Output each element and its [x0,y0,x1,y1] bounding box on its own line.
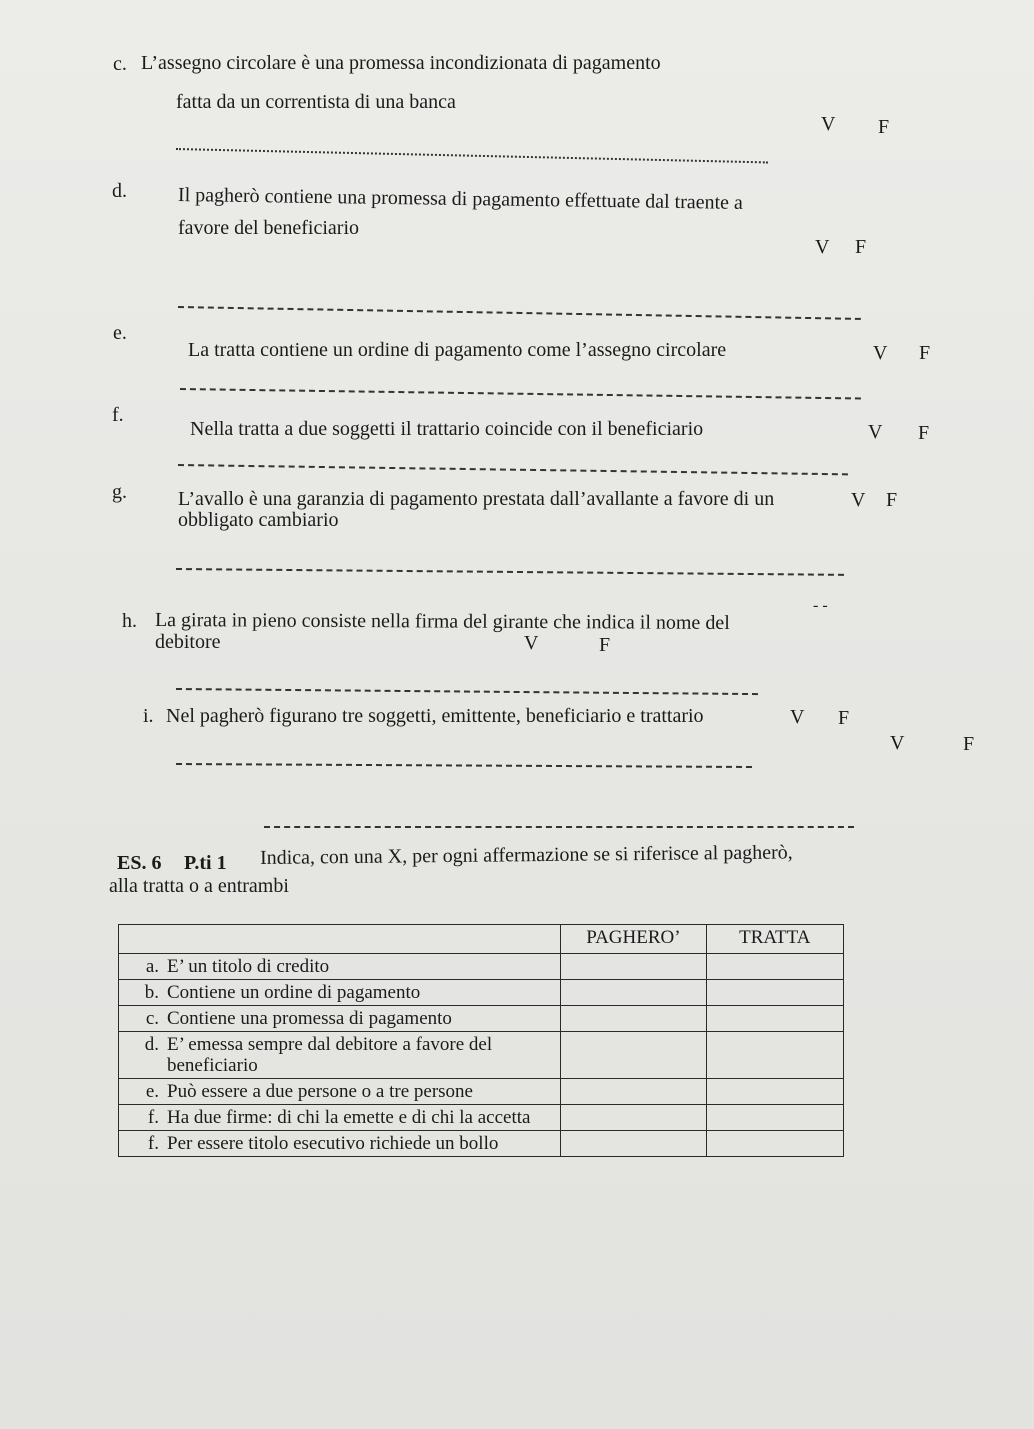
table-cell-tratta[interactable] [706,1131,843,1157]
table-cell-paghero[interactable] [561,980,706,1006]
table-header-row [119,925,844,954]
table-row-statement [119,1006,561,1032]
item-d-text-line1: Il pagherò contiene una promessa di pagamento effettuate dal traente a [177,184,744,214]
table-cell-tratta[interactable] [706,1079,843,1105]
item-g-false-option[interactable]: F [886,489,898,511]
exercise-number: ES. 6 [117,852,162,874]
table-row-letter: d. [144,1034,159,1055]
item-c-true-option[interactable]: V [821,113,836,135]
table-row [119,1006,844,1032]
table-header-tratta: TRATTA [706,925,843,954]
table-row-text: Contiene una promessa di pagamento [167,1008,452,1029]
table-cell-tratta[interactable] [706,954,843,980]
item-f-letter: f. [112,404,124,426]
item-i-text-line1: Nel pagherò figurano tre soggetti, emittente, beneficiario e trattario [166,705,704,727]
item-g-text-line2: obbligato cambiario [178,509,339,531]
table-row [119,1032,844,1079]
item-h-text-line1: La girata in pieno consiste nella firma del girante che indica il nome del [154,609,730,635]
item-d-answer-line[interactable] [178,306,861,320]
table-row-letter: b. [144,982,159,1003]
classification-table [118,924,844,1157]
table-header-empty [119,925,561,954]
item-c-answer-line[interactable] [176,148,768,163]
table-row [119,1131,844,1157]
item-f-text-line1: Nella tratta a due soggetti il trattario coincide con il beneficiario [190,418,704,440]
table-row-text: Ha due firme: di chi la emette e di chi la accetta [167,1107,531,1128]
table-cell-paghero[interactable] [561,1079,706,1105]
table-row-statement [119,980,561,1006]
table-cell-paghero[interactable] [561,1032,706,1079]
item-f-false-option[interactable]: F [918,422,930,444]
table-cell-paghero[interactable] [561,1006,706,1032]
item-g-answer-line[interactable] [176,568,844,576]
table-cell-tratta[interactable] [706,980,843,1006]
table-cell-tratta[interactable] [706,1032,843,1079]
table-row-letter: e. [145,1081,159,1102]
table-cell-paghero[interactable] [561,1131,706,1157]
item-e-true-option[interactable]: V [873,342,888,364]
table-row-text: E’ un titolo di credito [167,956,330,977]
item-i-answer-line[interactable] [176,763,752,768]
table-row-text: Contiene un ordine di pagamento [167,982,421,1003]
table-row-statement [119,1131,561,1157]
item-e-false-option[interactable]: F [919,342,931,364]
table-cell-paghero[interactable] [561,1105,706,1131]
item-f-true-option[interactable]: V [868,421,883,443]
item-h-answer-line[interactable] [176,688,758,695]
table-row-letter: c. [145,1008,159,1029]
table-row-statement [119,1032,561,1079]
table-row [119,1105,844,1131]
table-header-paghero: PAGHERO’ [561,925,706,954]
item-d-true-option[interactable]: V [815,236,830,258]
stray-false-option: F [963,733,975,755]
table-row [119,1079,844,1105]
item-e-text-line1: La tratta contiene un ordine di pagamento come l’assegno circolare [188,339,727,361]
table-row [119,980,844,1006]
table-cell-tratta[interactable] [706,1105,843,1131]
item-g-letter: g. [112,481,127,503]
item-c-false-option[interactable]: F [878,116,890,138]
item-g-true-option[interactable]: V [851,489,866,511]
table-row-statement [119,1105,561,1131]
item-i-false-option[interactable]: F [838,707,850,729]
item-c-letter: c. [113,53,127,75]
item-h-true-option[interactable]: V [524,632,539,654]
table-cell-tratta[interactable] [706,1006,843,1032]
table-row-statement [119,1079,561,1105]
table-row-text: Per essere titolo esecutivo richiede un bollo [167,1133,499,1154]
table-row-statement [119,954,561,980]
item-d-text-line2: favore del beneficiario [178,217,360,239]
table-row-text: E’ emessa sempre dal debitore a favore del beneficiario [167,1034,493,1076]
item-g-text-line1: L’avallo è una garanzia di pagamento prestata dall’avallante a favore di un [178,488,775,510]
item-e-answer-line[interactable] [180,388,861,400]
item-f-answer-line[interactable] [178,464,848,475]
exercise-instruction: Indica, con una X, per ogni affermazione se si riferisce al pagherò, [259,841,793,869]
item-i-letter: i. [143,705,154,727]
separator-line [264,826,854,828]
item-h-false-option[interactable]: F [599,634,611,656]
item-c-text-line2: fatta da un correntista di una banca [176,91,456,113]
item-i-true-option[interactable]: V [790,706,805,728]
item-c-text-line1: L’assegno circolare è una promessa incondizionata di pagamento [141,52,661,74]
table-row-letter: f. [147,1133,159,1154]
item-e-letter: e. [113,322,127,344]
stray-true-option: V [890,732,905,754]
exercise-points: P.ti 1 [184,852,227,874]
item-h-letter: h. [122,610,137,632]
table-row [119,954,844,980]
table-row-letter: a. [145,956,159,977]
exercise-instruction-line2: alla tratta o a entrambi [109,875,289,897]
table-row-text: Può essere a due persone o a tre persone [167,1081,473,1102]
table-row-letter: f. [147,1107,159,1128]
stray-dashes: - - [813,597,828,614]
table-cell-paghero[interactable] [561,954,706,980]
item-d-false-option[interactable]: F [855,236,867,258]
item-h-text-line2: debitore [155,631,221,653]
item-d-letter: d. [112,180,127,202]
